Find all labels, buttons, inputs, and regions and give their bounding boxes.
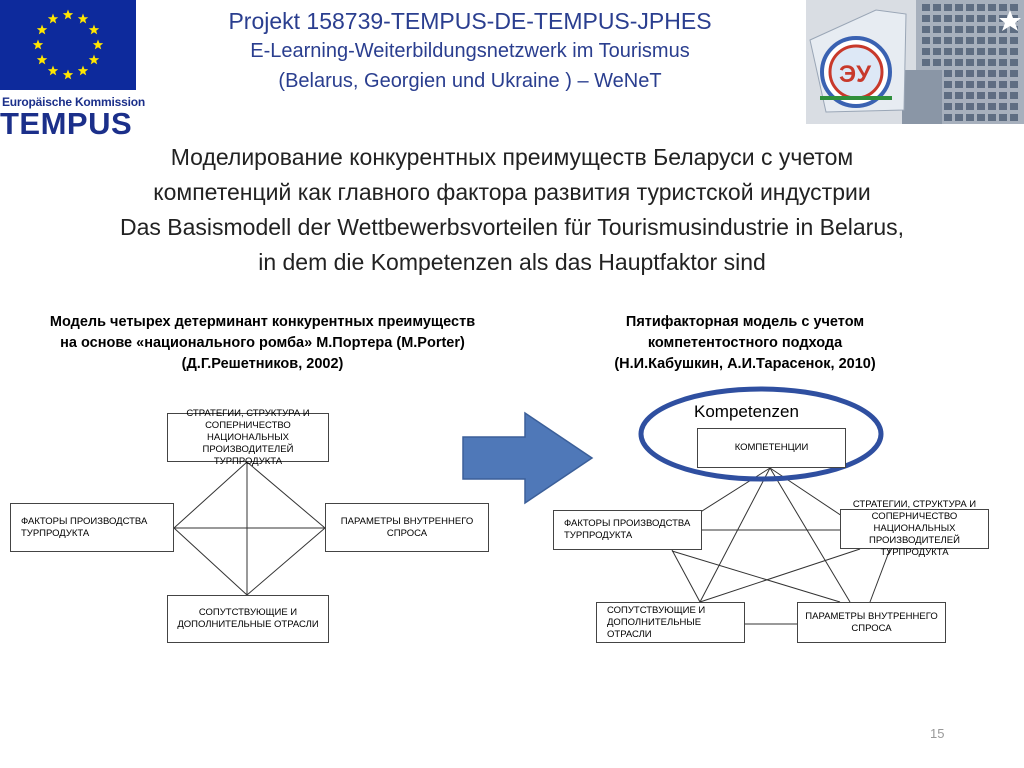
five-factor-box-competencies: КОМПЕТЕНЦИИ: [697, 428, 846, 468]
porter-box-demand: ПАРАМЕТРЫ ВНУТРЕННЕГО СПРОСА: [325, 503, 489, 552]
eu-commission-label: Europäische Kommission: [2, 95, 145, 109]
caption-line: (Д.Г.Решетников, 2002): [181, 356, 344, 372]
porter-box-related-industries: СОПУТСТВУЮЩИЕ И ДОПОЛНИТЕЛЬНЫЕ ОТРАСЛИ: [167, 595, 329, 643]
five-factor-box-factors: ФАКТОРЫ ПРОИЗВОДСТВА ТУРПРОДУКТА: [553, 510, 702, 550]
slide-title-line: Моделирование конкурентных преимуществ Беларуси с учетом: [170, 144, 854, 170]
five-factor-box-demand: ПАРАМЕТРЫ ВНУТРЕННЕГО СПРОСА: [797, 602, 946, 643]
five-factor-box-related-industries: СОПУТСТВУЮЩИЕ И ДОПОЛНИТЕЛЬНЫЕ ОТРАСЛИ: [596, 602, 745, 643]
slide-title-line: in dem die Kompetenzen als das Hauptfaktor sind: [258, 249, 766, 275]
tempus-logo-text: TEMPUS: [0, 106, 133, 141]
project-title-line: (Belarus, Georgien und Ukraine ) – WeNeT: [278, 70, 662, 92]
slide-title-line: Das Basismodell der Wettbewerbsvorteilen für Tourismusindustrie in Belarus,: [119, 214, 905, 240]
project-title-line: Projekt 158739-TEMPUS-DE-TEMPUS-JPHES: [228, 8, 712, 34]
caption-line: Модель четырех детерминант конкурентных преимуществ: [49, 314, 476, 330]
caption-line: на основе «национального ромба» М.Портера (M.Porter): [60, 335, 465, 351]
kompetenzen-label: Kompetenzen: [694, 402, 799, 421]
caption-line: компетентостного подхода: [647, 335, 843, 351]
porter-box-factors: ФАКТОРЫ ПРОИЗВОДСТВА ТУРПРОДУКТА: [10, 503, 174, 552]
slide-title-line: компетенций как главного фактора развития туристской индустрии: [153, 179, 871, 205]
five-factor-box-strategy: СТРАТЕГИИ, СТРУКТУРА И СОПЕРНИЧЕСТВО НАЦИОНАЛЬНЫХ ПРОИЗВОДИТЕЛЕЙ ТУРПРОДУКТА: [840, 509, 989, 549]
porter-diamond-lines: [174, 462, 325, 595]
porter-box-strategy: СТРАТЕГИИ, СТРУКТУРА И СОПЕРНИЧЕСТВО НАЦИОНАЛЬНЫХ ПРОИЗВОДИТЕЛЕЙ ТУРПРОДУКТА: [167, 413, 329, 462]
arrow-right-icon: [463, 413, 592, 503]
project-title-line: E-Learning-Weiterbildungsnetzwerk im Tourismus: [250, 40, 690, 62]
emblem-text: ЭУ: [839, 61, 872, 88]
caption-line: Пятифакторная модель с учетом: [625, 314, 865, 330]
caption-line: (Н.И.Кабушкин, А.И.Тарасенок, 2010): [614, 356, 876, 372]
page-number: 15: [930, 726, 945, 741]
